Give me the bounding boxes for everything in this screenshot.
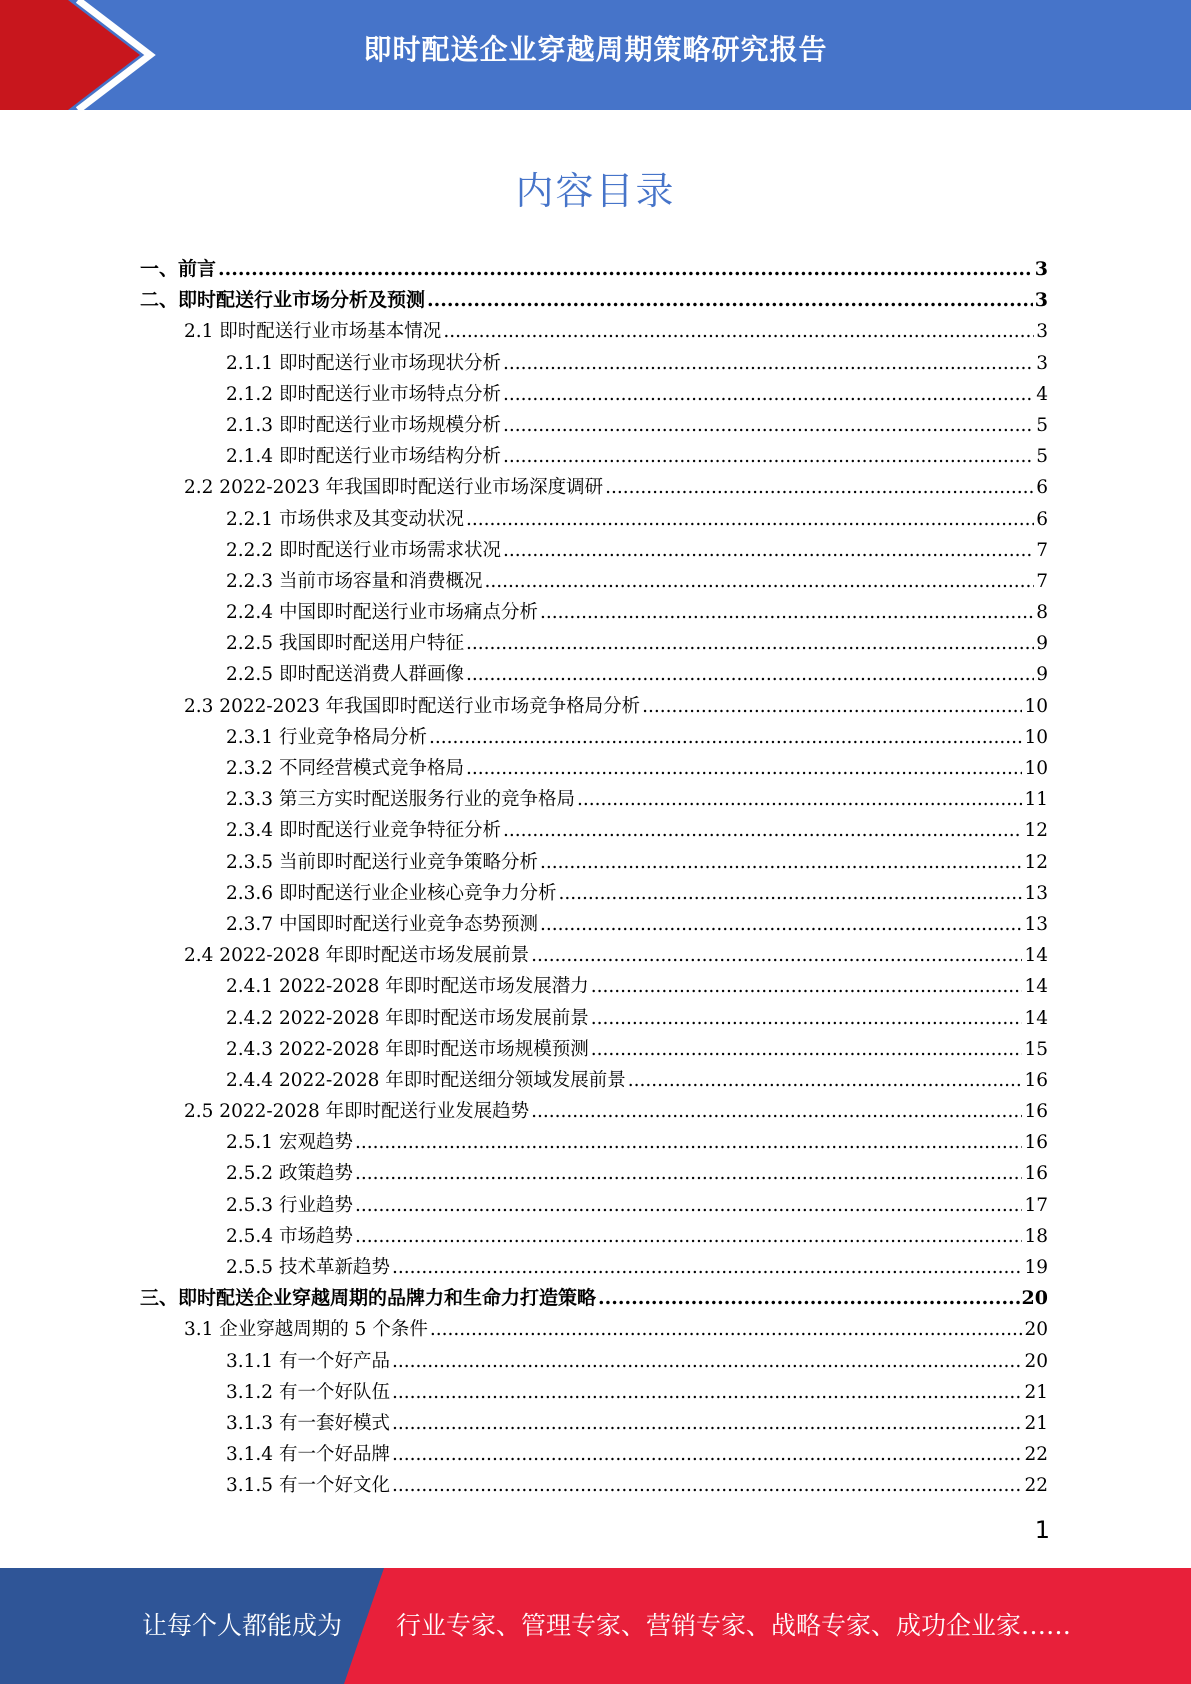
toc-entry-title: 三、即时配送企业穿越周期的品牌力和生命力打造策略 [140,1287,597,1310]
toc-entry-page: 20 [1021,1287,1048,1310]
toc-dot-leader [429,722,1022,753]
toc-entry[interactable] [140,847,1048,878]
toc-entry-title: 3.1.4 有一个好品牌 [226,1444,390,1466]
toc-entry-title: 一、前言 [140,258,217,280]
toc-dot-leader [392,1408,1022,1439]
toc-dot-leader [558,878,1022,909]
toc-entry[interactable] [140,348,1048,379]
toc-entry[interactable] [140,285,1048,316]
toc-dot-leader [577,784,1022,815]
toc-entry-title: 3.1.2 有一个好队伍 [226,1381,390,1403]
toc-entry-title: 2.2.2 即时配送行业市场需求状况 [226,539,501,561]
toc-entry[interactable] [140,1127,1048,1158]
toc-entry[interactable] [140,566,1048,597]
toc-entry[interactable] [140,535,1048,566]
toc-entry-title: 2.3.7 中国即时配送行业竞争态势预测 [226,913,538,935]
toc-entry-title: 2.3.1 行业竞争格局分析 [226,726,427,748]
toc-dot-leader [503,348,1034,379]
toc-entry-page: 16 [1024,1163,1048,1185]
toc-entry-title: 3.1.5 有一个好文化 [226,1475,390,1497]
toc-entry-page: 10 [1024,695,1048,717]
toc-dot-leader [392,1252,1022,1283]
toc-entry[interactable] [140,1096,1048,1127]
toc-entry-title: 2.4 2022-2028 年即时配送市场发展前景 [184,945,530,967]
toc-dot-leader [392,1439,1022,1470]
toc-dot-leader [531,1096,1022,1127]
toc-entry-title: 2.3.6 即时配送行业企业核心竞争力分析 [226,882,557,904]
toc-entry-page: 20 [1024,1319,1048,1341]
toc-entry[interactable] [140,1377,1048,1408]
toc-entry[interactable] [140,1346,1048,1377]
toc-entry-page: 21 [1024,1381,1048,1403]
toc-entry-title: 2.1.1 即时配送行业市场现状分析 [226,352,501,374]
toc-entry[interactable] [140,1003,1048,1034]
toc-entry[interactable] [140,1034,1048,1065]
toc-entry-title: 2.3.2 不同经营模式竞争格局 [226,758,464,779]
toc-entry-title: 2.2.5 即时配送消费人群画像 [226,664,464,686]
toc-entry[interactable] [140,971,1048,1002]
toc-entry-page: 14 [1024,1007,1048,1029]
toc-entry[interactable] [140,316,1048,347]
toc-entry-page: 3 [1036,321,1048,343]
toc-dot-leader [484,566,1034,597]
toc-entry[interactable] [140,691,1048,722]
toc-entry-page: 18 [1024,1225,1048,1247]
toc-entry-title: 2.5.3 行业趋势 [226,1194,353,1216]
toc-dot-leader [355,1158,1023,1189]
footer-band [0,1568,1191,1684]
toc-dot-leader [605,472,1034,503]
toc-entry[interactable] [140,909,1048,940]
toc-entry-page: 12 [1024,820,1048,842]
toc-dot-leader [598,1283,1020,1314]
toc-entry-page: 9 [1036,633,1048,655]
toc-entry-page: 7 [1036,570,1048,592]
page-number: 1 [1034,1516,1050,1544]
toc-dot-leader [443,316,1034,347]
toc-dot-leader [466,753,1022,784]
toc-entry-title: 3.1.1 有一个好产品 [226,1350,390,1372]
toc-entry[interactable] [140,379,1048,410]
toc-dot-leader [466,628,1034,659]
toc-entry[interactable] [140,1283,1048,1314]
toc-entry-page: 12 [1024,851,1048,873]
toc-entry-title: 2.4.3 2022-2028 年即时配送市场规模预测 [226,1038,589,1060]
toc-entry-title: 2.2.3 当前市场容量和消费概况 [226,570,483,592]
toc-entry-title: 2.1 即时配送行业市场基本情况 [184,321,442,343]
toc-entry[interactable] [140,1252,1048,1283]
toc-entry-page: 16 [1024,1101,1048,1123]
toc-entry[interactable] [140,659,1048,690]
toc-entry-page: 14 [1024,945,1048,967]
toc-entry-page: 6 [1036,477,1048,499]
toc-entry[interactable] [140,1439,1048,1470]
toc-entry[interactable] [140,504,1048,535]
toc-dot-leader [591,1003,1023,1034]
toc-entry-page: 3 [1036,352,1048,374]
toc-entry-title: 2.5 2022-2028 年即时配送行业发展趋势 [184,1101,530,1123]
toc-entry[interactable] [140,815,1048,846]
toc-entry-title: 3.1.3 有一套好模式 [226,1412,390,1434]
toc-entry-page: 3 [1034,258,1048,280]
toc-entry-title: 2.4.1 2022-2028 年即时配送市场发展潜力 [226,976,589,998]
toc-entry-page: 16 [1024,1069,1048,1091]
toc-entry-title: 二、即时配送行业市场分析及预测 [140,289,426,312]
toc-entry[interactable] [140,1065,1048,1096]
toc-entry[interactable] [140,472,1048,503]
toc-entry-title: 2.2.4 中国即时配送行业市场痛点分析 [226,602,538,624]
toc-entry[interactable] [140,878,1048,909]
toc-entry-page: 7 [1036,539,1048,561]
toc-entry-page: 5 [1036,446,1048,468]
toc-dot-leader [642,691,1022,722]
toc-entry-title: 2.3 2022-2023 年我国即时配送行业市场竞争格局分析 [184,695,641,717]
footer-slogan-right: 行业专家、管理专家、营销专家、战略专家、成功企业家…… [396,1611,1072,1640]
toc-dot-leader [355,1190,1023,1221]
toc-entry-title: 3.1 企业穿越周期的 5 个条件 [184,1319,428,1341]
toc-entry-page: 16 [1024,1132,1048,1154]
toc-dot-leader [427,285,1033,316]
toc-entry-page: 15 [1024,1038,1048,1060]
toc-entry[interactable] [140,940,1048,971]
toc-entry-page: 3 [1034,289,1048,312]
toc-entry-page: 9 [1036,664,1048,686]
toc-entry-page: 10 [1024,726,1048,748]
toc-dot-leader [503,410,1034,441]
toc-entry-page: 6 [1036,508,1048,530]
toc-dot-leader [218,254,1033,285]
toc-entry-title: 2.5.4 市场趋势 [226,1225,353,1247]
toc-entry-title: 2.4.4 2022-2028 年即时配送细分领域发展前景 [226,1069,626,1091]
toc-entry-page: 20 [1024,1350,1048,1372]
toc-entry[interactable] [140,1408,1048,1439]
report-title: 即时配送企业穿越周期策略研究报告 [363,33,828,66]
toc-entry-title: 2.2 2022-2023 年我国即时配送行业市场深度调研 [184,477,604,499]
toc-entry-title: 2.2.5 我国即时配送用户特征 [226,633,464,655]
toc-entry[interactable] [140,1221,1048,1252]
toc-entry[interactable] [140,441,1048,472]
toc-dot-leader [355,1221,1023,1252]
header-band [0,0,1191,110]
toc-dot-leader [531,940,1022,971]
toc-entry[interactable] [140,784,1048,815]
toc-entry-page: 17 [1024,1194,1048,1216]
toc-entry-title: 2.1.4 即时配送行业市场结构分析 [226,446,501,468]
toc-heading: 内容目录 [515,169,676,213]
toc-entry-title: 2.3.4 即时配送行业竞争特征分析 [226,820,501,842]
toc-dot-leader [392,1377,1022,1408]
toc-entry-title: 2.1.3 即时配送行业市场规模分析 [226,414,501,436]
toc-entry-title: 2.2.1 市场供求及其变动状况 [226,508,464,530]
table-of-contents [140,254,1048,1502]
toc-dot-leader [540,847,1022,878]
toc-entry-page: 11 [1024,789,1048,811]
toc-dot-leader [503,379,1034,410]
toc-dot-leader [540,909,1022,940]
toc-entry-page: 22 [1024,1444,1048,1466]
toc-dot-leader [466,504,1034,535]
toc-entry-title: 2.3.3 第三方实时配送服务行业的竞争格局 [226,789,575,811]
toc-entry-title: 2.1.2 即时配送行业市场特点分析 [226,383,501,405]
toc-entry-title: 2.5.1 宏观趋势 [226,1132,353,1154]
toc-dot-leader [503,535,1034,566]
toc-entry-page: 8 [1036,602,1048,624]
toc-entry-page: 22 [1024,1475,1048,1497]
toc-dot-leader [355,1127,1023,1158]
toc-entry[interactable] [140,1190,1048,1221]
toc-entry[interactable] [140,722,1048,753]
toc-entry-title: 2.5.2 政策趋势 [226,1163,353,1185]
footer-slogan-left: 让每个人都能成为 [142,1611,343,1640]
toc-entry[interactable] [140,1158,1048,1189]
toc-dot-leader [540,597,1034,628]
toc-entry-page: 14 [1024,976,1048,998]
toc-dot-leader [503,815,1022,846]
toc-entry[interactable] [140,597,1048,628]
toc-dot-leader [628,1065,1023,1096]
toc-dot-leader [392,1346,1022,1377]
toc-entry[interactable] [140,1314,1048,1345]
toc-entry-page: 19 [1024,1257,1048,1278]
toc-entry-page: 5 [1036,414,1048,436]
toc-entry-page: 10 [1024,758,1048,779]
toc-entry-title: 2.5.5 技术革新趋势 [226,1257,390,1278]
toc-dot-leader [591,1034,1023,1065]
toc-dot-leader [466,659,1034,690]
toc-entry[interactable] [140,254,1048,285]
toc-dot-leader [430,1314,1023,1345]
toc-dot-leader [392,1470,1022,1501]
toc-entry[interactable] [140,1470,1048,1501]
toc-entry[interactable] [140,628,1048,659]
toc-entry-page: 13 [1024,882,1048,904]
toc-entry-page: 13 [1024,913,1048,935]
toc-entry[interactable] [140,753,1048,784]
toc-dot-leader [503,441,1034,472]
toc-entry[interactable] [140,410,1048,441]
toc-entry-page: 21 [1024,1412,1048,1434]
toc-entry-page: 4 [1036,383,1048,405]
toc-entry-title: 2.3.5 当前即时配送行业竞争策略分析 [226,851,538,873]
toc-dot-leader [591,971,1023,1002]
toc-entry-title: 2.4.2 2022-2028 年即时配送市场发展前景 [226,1007,589,1029]
